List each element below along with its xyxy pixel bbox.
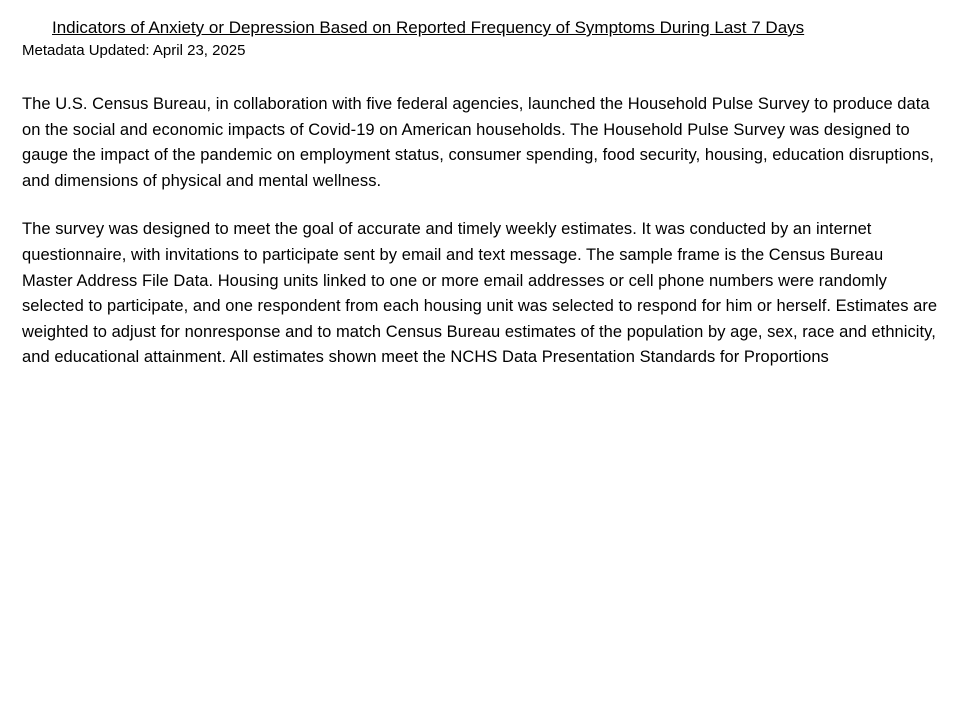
description-paragraph-methodology: The survey was designed to meet the goal of accurate and timely weekly estimates. It was conducted by an internet questionnaire, with invitations to participate sent by email and text message. The sample frame is the Census Bureau Master Address File Data. Housing units linked to one or more email addresses or cell phone numbers were randomly selected to participate, and one respondent from each housing unit was selected to respond for him or herself. Estimates are weighted to adjust for nonresponse and to match Census Bureau estimates of the population by age, sex, race and ethnicity, and educational attainment. All estimates shown meet the NCHS Data Presentation Standards for Proportions — [22, 220, 938, 367]
description-paragraph-survey-overview: The U.S. Census Bureau, in collaboration with five federal agencies, launched the Household Pulse Survey to produce data on the social and economic impacts of Covid-19 on American households. The Household Pulse Survey was designed to gauge the impact of the pandemic on employment status, consumer spending, food security, housing, education disruptions, and dimensions of physical and mental wellness. — [22, 95, 934, 190]
document-title: Indicators of Anxiety or Depression Based on Reported Frequency of Symptoms During Last 7 Days — [52, 18, 805, 37]
metadata-updated-date: Metadata Updated: April 23, 2025 — [22, 42, 246, 59]
description-body — [22, 92, 938, 394]
